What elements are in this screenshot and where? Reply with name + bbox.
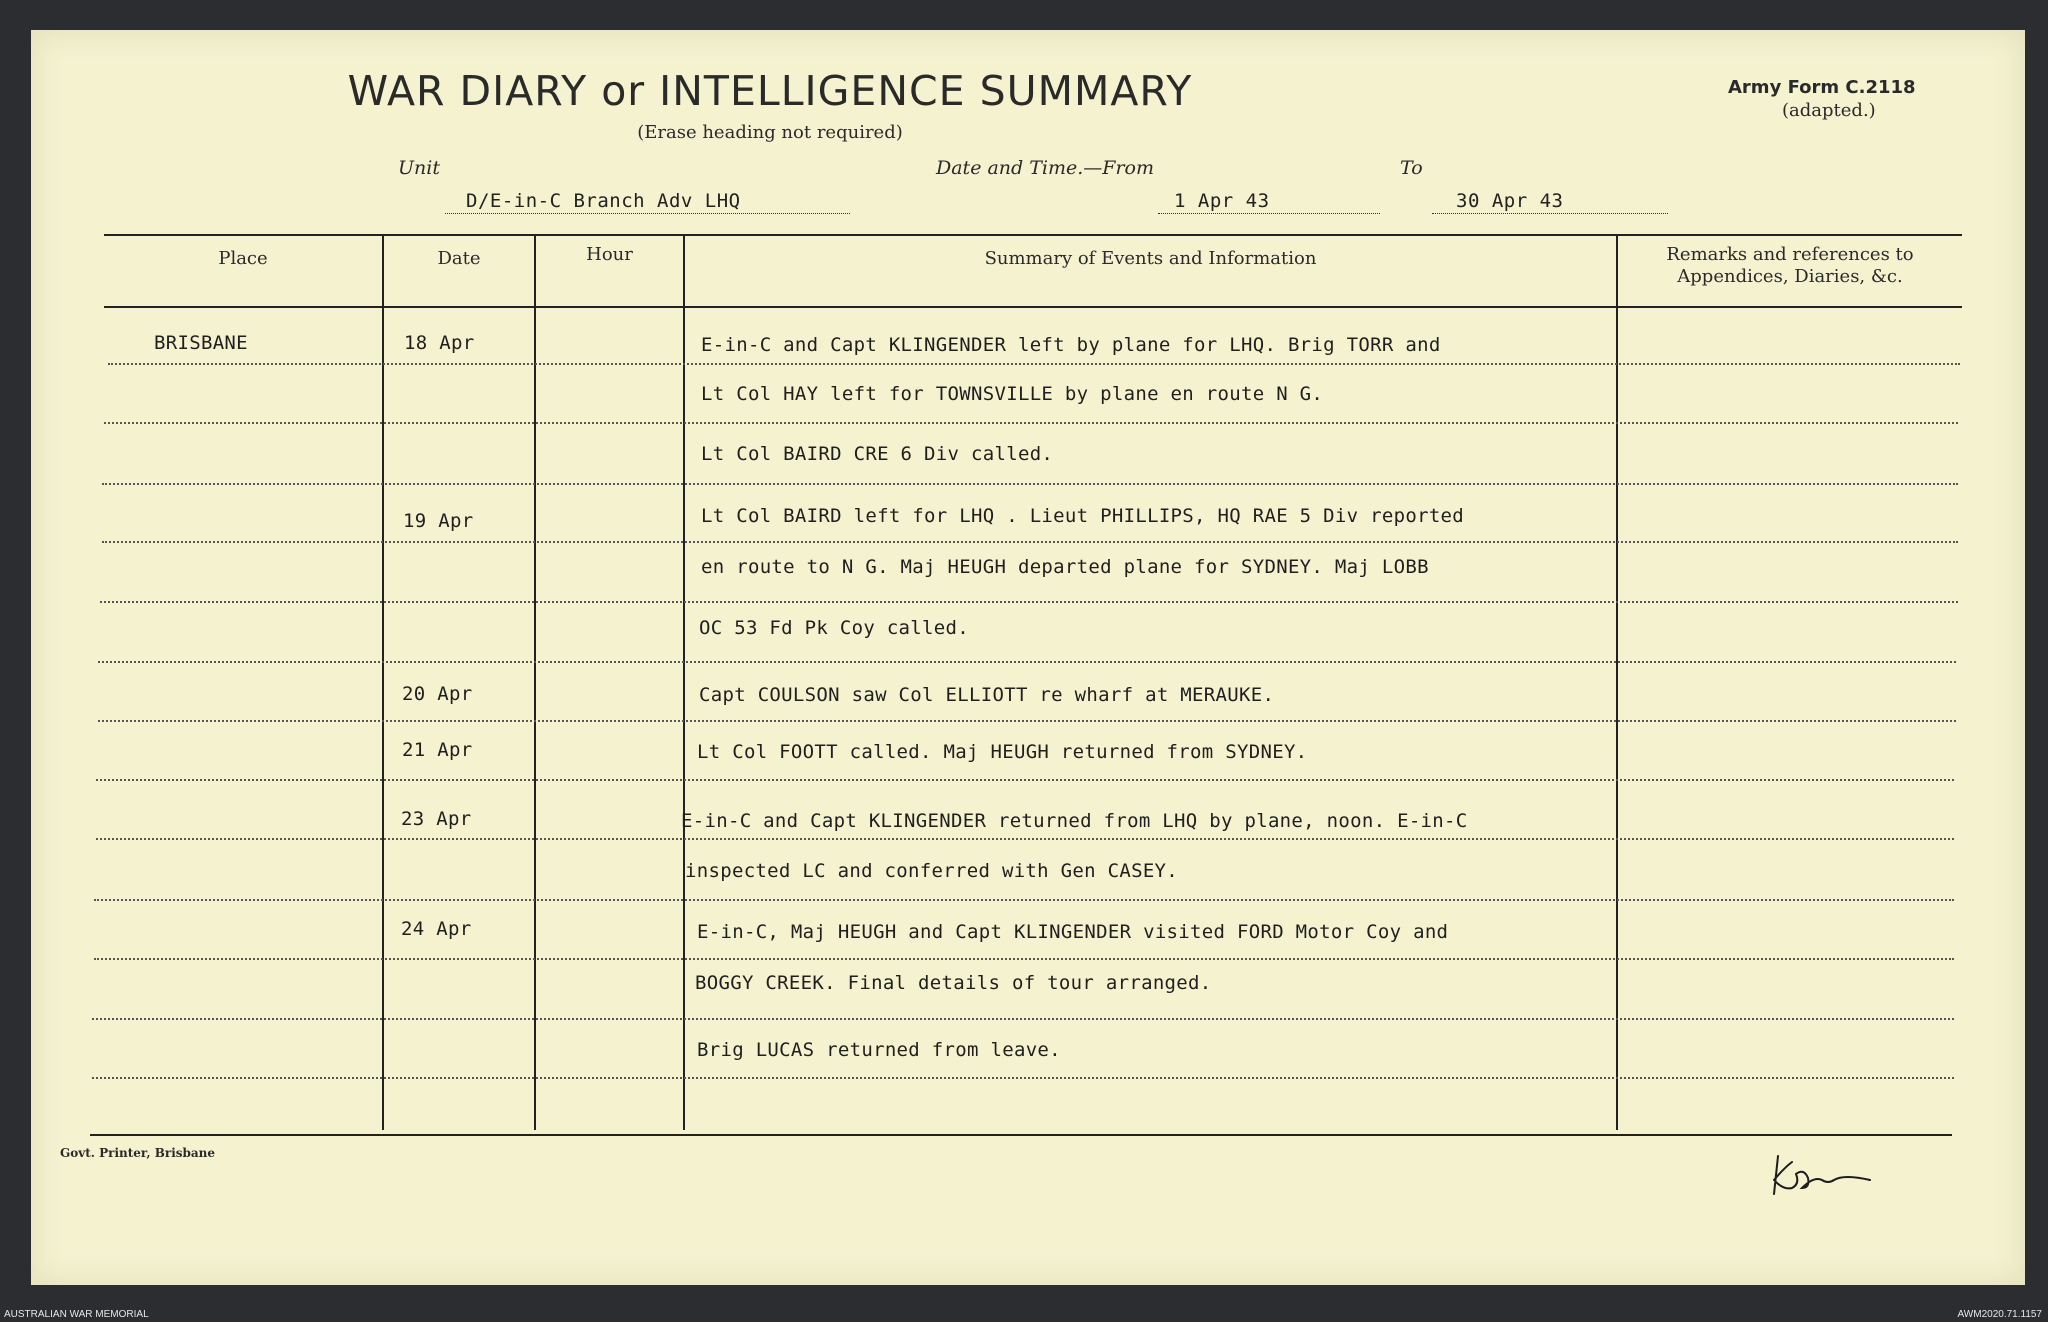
place-cell: BRISBANE — [154, 332, 248, 354]
date-cell: 21 Apr — [402, 739, 473, 761]
army-form-number: Army Form C.2118 — [1728, 77, 1916, 98]
army-form-adapted: (adapted.) — [1782, 100, 1876, 121]
date-time-label: Date and Time.—From — [936, 157, 1155, 179]
remarks-header-line-1: Remarks and references to — [1666, 244, 1914, 265]
summary-cell: Capt COULSON saw Col ELLIOTT re wharf at MERAUKE. — [699, 684, 1275, 706]
summary-cell: E-in-C, Maj HEUGH and Capt KLINGENDER visited FORD Motor Coy and — [697, 921, 1449, 943]
to-date-value: 30 Apr 43 — [1456, 190, 1564, 212]
column-header-place: Place — [218, 248, 268, 269]
row-rule — [96, 838, 1954, 840]
row-rule — [104, 422, 1958, 424]
row-rule — [108, 363, 1960, 365]
column-divider-place — [382, 234, 384, 1130]
column-divider-date — [534, 234, 536, 1130]
summary-cell: E-in-C and Capt KLINGENDER left by plane for LHQ. Brig TORR and — [701, 334, 1441, 356]
summary-cell: en route to N G. Maj HEUGH departed plane for SYDNEY. Maj LOBB — [701, 556, 1429, 578]
row-rule — [94, 899, 1954, 901]
row-rule — [100, 601, 1958, 603]
to-underline — [1432, 213, 1668, 214]
from-date-value: 1 Apr 43 — [1174, 190, 1270, 212]
page-subtitle: (Erase heading not required) — [637, 122, 903, 143]
row-rule — [102, 483, 1958, 485]
remarks-header-line-2: Appendices, Diaries, &c. — [1677, 266, 1903, 287]
row-rule — [98, 661, 1956, 663]
footer-archive-label: AUSTRALIAN WAR MEMORIAL — [4, 1309, 149, 1320]
summary-cell: Brig LUCAS returned from leave. — [697, 1039, 1061, 1061]
footer-accession-number: AWM2020.71.1157 — [1957, 1309, 2042, 1320]
row-rule — [94, 958, 1954, 960]
unit-underline — [445, 213, 850, 214]
from-underline — [1158, 213, 1380, 214]
to-label: To — [1400, 157, 1423, 179]
summary-cell: Lt Col HAY left for TOWNSVILLE by plane en route N G. — [701, 383, 1324, 405]
row-rule — [96, 779, 1954, 781]
signature-initials — [1770, 1150, 1880, 1200]
unit-value: D/E-in-C Branch Adv LHQ — [466, 190, 741, 212]
column-header-remarks — [1618, 244, 1962, 288]
date-cell: 18 Apr — [404, 332, 475, 354]
unit-label: Unit — [398, 157, 440, 179]
summary-cell: BOGGY CREEK. Final details of tour arranged. — [695, 972, 1212, 994]
summary-cell: Lt Col BAIRD left for LHQ . Lieut PHILLIPS, HQ RAE 5 Div reported — [701, 505, 1465, 527]
row-rule — [98, 720, 1956, 722]
date-cell: 23 Apr — [401, 808, 472, 830]
row-rule — [92, 1018, 1954, 1020]
date-cell: 20 Apr — [402, 683, 473, 705]
column-divider-summary — [1616, 234, 1618, 1130]
date-cell: 19 Apr — [403, 510, 474, 532]
column-header-date: Date — [437, 248, 481, 269]
row-rule — [92, 1077, 1954, 1079]
summary-cell: Lt Col FOOTT called. Maj HEUGH returned from SYDNEY. — [697, 741, 1308, 763]
table-bottom-rule — [90, 1134, 1952, 1136]
page-title: WAR DIARY or INTELLIGENCE SUMMARY — [347, 67, 1193, 115]
diary-sheet — [31, 30, 2025, 1285]
summary-cell: inspected LC and conferred with Gen CASEY. — [685, 860, 1179, 882]
summary-cell: OC 53 Fd Pk Coy called. — [699, 617, 969, 639]
summary-cell: E-in-C and Capt KLINGENDER returned from LHQ by plane, noon. E-in-C — [681, 810, 1468, 832]
column-header-summary: Summary of Events and Information — [984, 248, 1317, 269]
date-cell: 24 Apr — [401, 918, 472, 940]
column-header-hour: Hour — [586, 244, 633, 265]
row-rule — [102, 541, 1958, 543]
summary-cell: Lt Col BAIRD CRE 6 Div called. — [701, 443, 1054, 465]
column-divider-hour — [683, 234, 685, 1130]
printer-imprint: Govt. Printer, Brisbane — [60, 1146, 216, 1160]
